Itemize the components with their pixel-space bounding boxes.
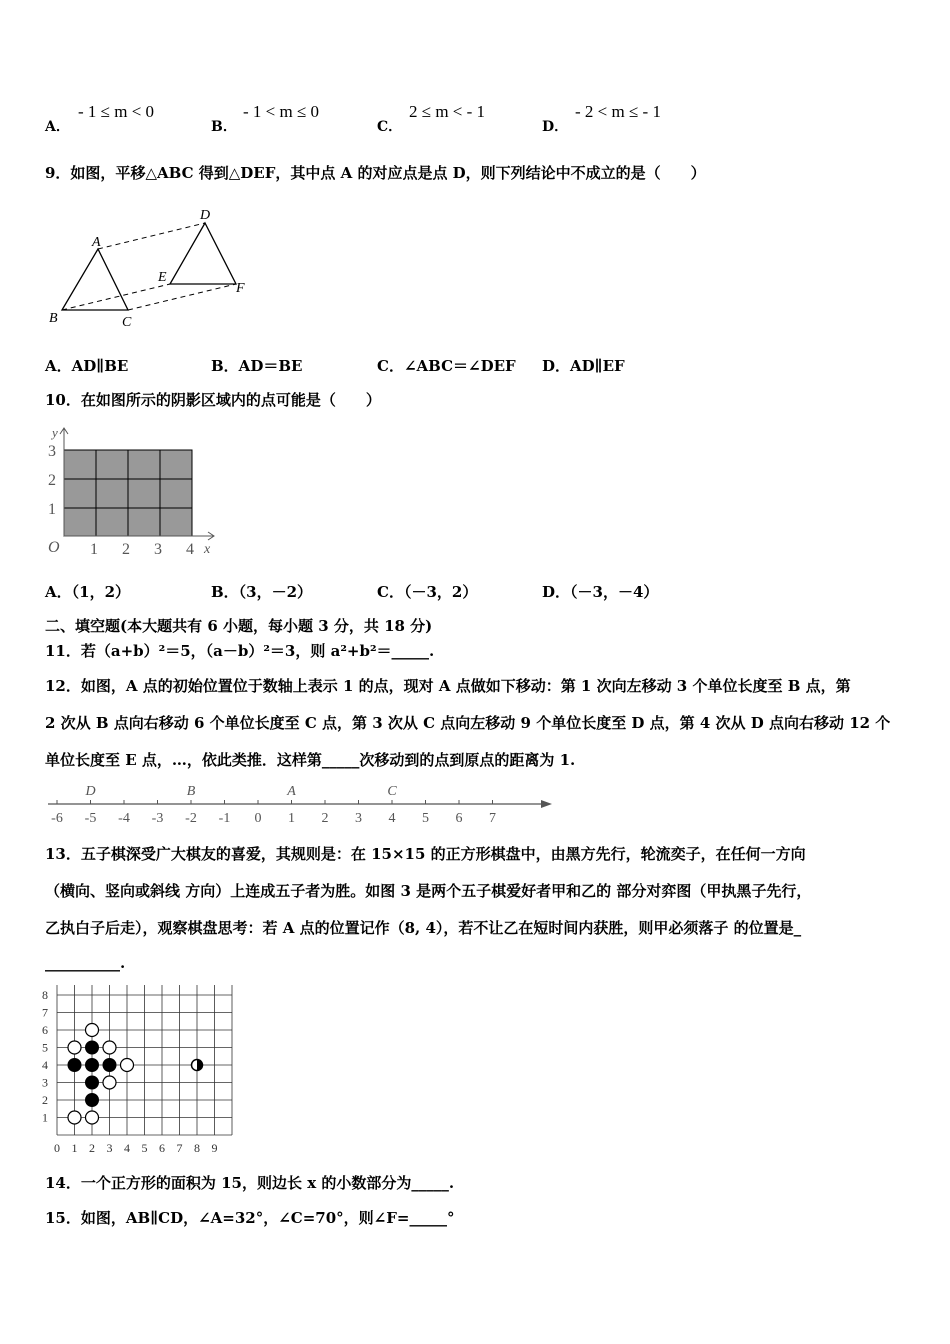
x-tick-3: 3 [154, 541, 162, 558]
q13-line-2: （横向、竖向或斜线 方向）上连成五子者为胜。如图 3 是两个五子棋爱好者甲和乙的 部分对弈图（甲执黑子先行， [45, 882, 812, 900]
q12-number-line [40, 780, 560, 830]
label-c: C [122, 315, 132, 330]
number-line-tick-label: -1 [218, 811, 231, 826]
marked-point-a [192, 1060, 203, 1071]
number-line-tick-label: 2 [321, 811, 329, 826]
q8-option-a-label: A． [45, 119, 70, 135]
white-stone [86, 1024, 99, 1037]
triangle-abc [62, 249, 128, 310]
y-tick-3: 3 [48, 443, 56, 460]
white-stone [103, 1041, 116, 1054]
board-y-tick: 5 [42, 1040, 48, 1055]
white-stone [103, 1076, 116, 1089]
dashed-line-cf [128, 284, 236, 310]
q12-line-3: 单位长度至 E 点，…，依此类推．这样第_____次移动到的点到原点的距离为 1. [45, 751, 576, 769]
number-line-tick-label: 6 [455, 811, 463, 826]
label-a: A [92, 235, 101, 250]
triangle-def [170, 223, 236, 284]
number-line-tick-label: 7 [489, 811, 496, 826]
board-y-tick: 7 [42, 1005, 48, 1020]
black-stone [103, 1059, 116, 1072]
dashed-line-ad [98, 223, 205, 249]
board-y-tick: 8 [42, 988, 48, 1002]
board-y-tick: 1 [42, 1110, 48, 1125]
label-d: D [200, 208, 211, 223]
board-x-tick: 7 [176, 1141, 183, 1155]
q8-option-d-expr: - 2 < m ≤ - 1 [575, 102, 661, 121]
black-stone [68, 1059, 81, 1072]
q8-option-b-expr: - 1 < m ≤ 0 [243, 102, 320, 121]
q10-option-a: A．（1，2） [45, 583, 131, 601]
label-b: B [49, 311, 58, 326]
q13-line-1: 13．五子棋深受广大棋友的喜爱，其规则是：在 15×15 的正方形棋盘中，由黑方先行，轮流奕子，在任何一方向 [45, 845, 806, 863]
white-stone [68, 1041, 81, 1054]
q8-option-c-expr: 2 ≤ m < - 1 [409, 102, 486, 121]
q10-option-b: B．（3，－2） [211, 583, 313, 601]
board-x-tick: 8 [194, 1141, 200, 1155]
x-tick-4: 4 [186, 541, 194, 558]
q10-stem: 10．在如图所示的阴影区域内的点可能是（ ） [45, 391, 381, 409]
origin-label: O [48, 539, 60, 556]
dashed-line-be [62, 284, 170, 310]
white-stone [121, 1059, 134, 1072]
board-x-tick: 0 [54, 1141, 60, 1155]
board-y-tick: 3 [42, 1075, 48, 1090]
q13-line-3: 乙执白子后走），观察棋盘思考：若 A 点的位置记作（8, 4），若不让乙在短时间内获胜，则甲必须落子 的位置是_ [45, 919, 802, 937]
q9-option-d: D．AD∥EF [542, 357, 625, 375]
x-tick-1: 1 [90, 541, 98, 558]
section-fill-blank-heading: 二、填空题(本大题共有 6 小题，每小题 3 分，共 18 分) [45, 617, 433, 635]
number-line-tick-label: -3 [151, 811, 164, 826]
black-stone [86, 1076, 99, 1089]
white-stone [68, 1111, 81, 1124]
number-line-tick-label: 3 [355, 811, 362, 826]
board-x-tick: 4 [124, 1141, 130, 1155]
number-line-tick-label: -6 [51, 811, 63, 826]
black-stone [86, 1059, 99, 1072]
x-tick-2: 2 [122, 541, 130, 558]
q10-shaded-region-graph [42, 422, 222, 562]
label-e: E [158, 270, 167, 285]
number-line-arrow [541, 800, 552, 808]
number-line-tick-label: 1 [288, 811, 295, 826]
q8-option-c-label: C． [377, 119, 403, 135]
white-stone [86, 1111, 99, 1124]
y-axis-label: y [52, 425, 58, 440]
board-x-tick: 2 [89, 1141, 95, 1155]
q8-option-b-label: B． [211, 119, 237, 135]
y-tick-1: 1 [48, 501, 56, 518]
board-x-tick: 1 [71, 1141, 78, 1155]
number-line-tick-label: -2 [185, 811, 197, 826]
board-y-tick: 6 [42, 1023, 48, 1037]
q12-line-2: 2 次从 B 点向右移动 6 个单位长度至 C 点，第 3 次从 C 点向左移动 9 个单位长度至 D 点，第 4 次从 D 点向右移动 12 个 [45, 714, 891, 732]
number-line-tick-label: 4 [388, 811, 396, 826]
q8-option-d-label: D． [542, 119, 569, 135]
number-line-point-c: C [387, 784, 397, 799]
q15-text: 15．如图，AB∥CD，∠A=32°，∠C=70°，则∠F=_____° [45, 1209, 455, 1227]
number-line-point-a: A [287, 784, 296, 799]
number-line-point-b: B [186, 784, 196, 799]
number-line-tick-label: -4 [118, 811, 130, 826]
q13-gomoku-board [38, 985, 248, 1157]
q10-option-c: C．（－3，2） [377, 583, 478, 601]
board-x-tick: 6 [159, 1141, 165, 1155]
board-x-tick: 3 [106, 1141, 113, 1155]
board-y-tick: 2 [42, 1093, 48, 1107]
q12-line-1: 12．如图，A 点的初始位置位于数轴上表示 1 的点，现对 A 点做如下移动：第 1 次向左移动 3 个单位长度至 B 点，第 [45, 677, 851, 695]
y-tick-2: 2 [48, 472, 56, 489]
x-axis-label: x [204, 542, 211, 557]
number-line-point-d: D [85, 784, 96, 799]
board-y-tick: 4 [42, 1058, 48, 1072]
q9-option-a: A．AD∥BE [45, 357, 129, 375]
label-f: F [236, 281, 245, 296]
q9-stem: 9．如图，平移△ABC 得到△DEF，其中点 A 的对应点是点 D，则下列结论中不成立的是（ ） [45, 164, 706, 182]
q13-line-4: __________. [45, 954, 126, 972]
q14-text: 14．一个正方形的面积为 15，则边长 x 的小数部分为_____. [45, 1174, 455, 1192]
q8-option-a-expr: - 1 ≤ m < 0 [78, 102, 155, 121]
board-x-tick: 9 [211, 1141, 218, 1155]
q9-option-b: B．AD＝BE [211, 357, 303, 375]
q9-option-c: C．∠ABC＝∠DEF [377, 357, 516, 375]
black-stone [86, 1041, 99, 1054]
q11-text: 11．若（a+b）²＝5，（a－b）²＝3，则 a²+b²＝_____. [45, 642, 435, 660]
number-line-tick-label: -5 [84, 811, 97, 826]
q9-translation-figure [40, 200, 260, 335]
black-stone [86, 1094, 99, 1107]
board-x-tick: 5 [141, 1141, 148, 1155]
number-line-tick-label: 5 [422, 811, 429, 826]
number-line-tick-label: 0 [254, 811, 262, 826]
q10-option-d: D．（－3，－4） [542, 583, 659, 601]
